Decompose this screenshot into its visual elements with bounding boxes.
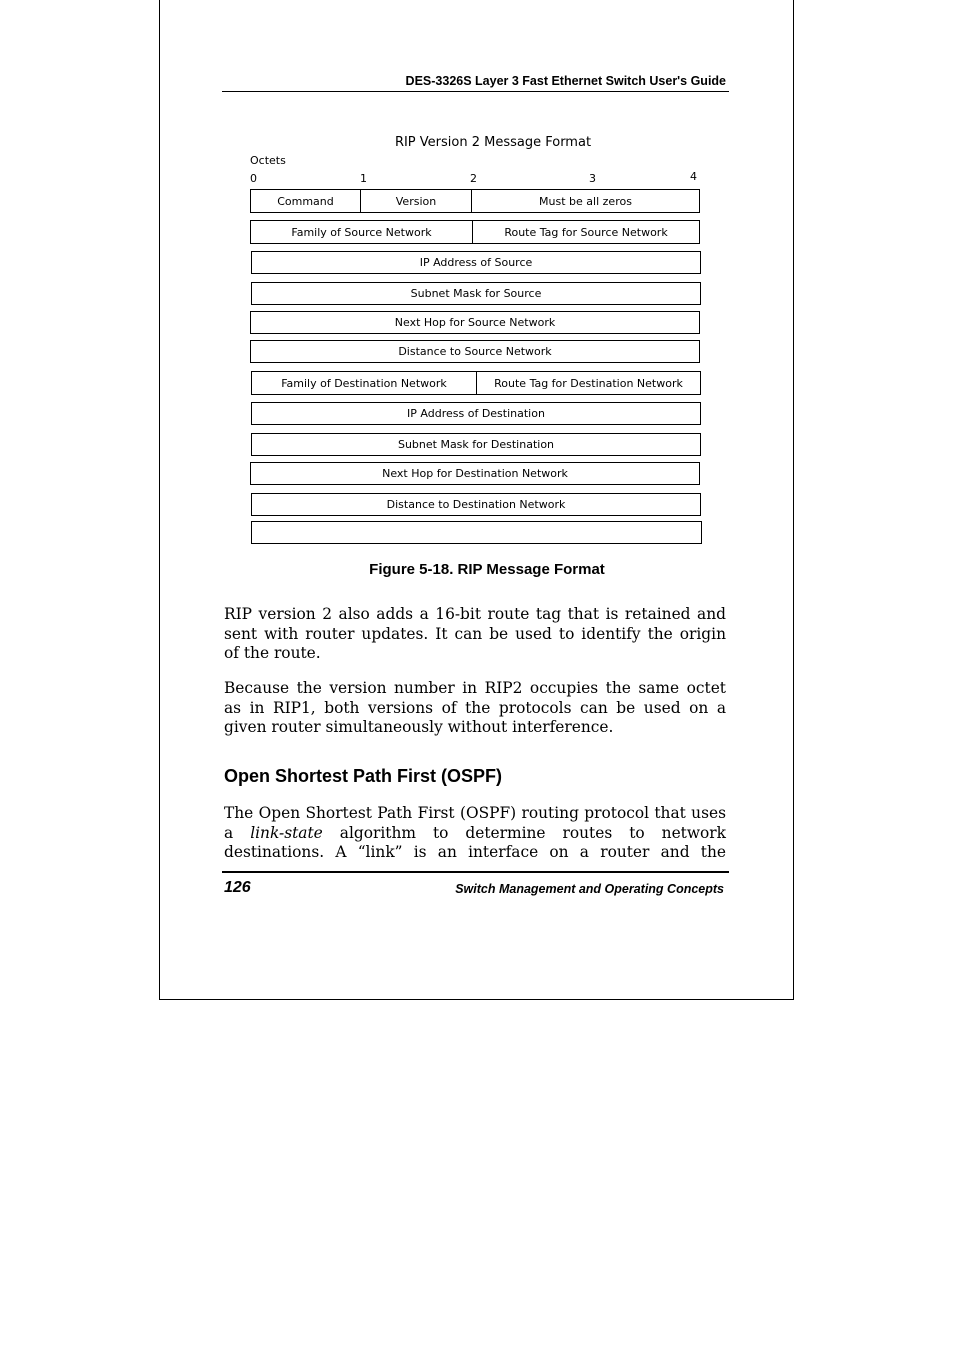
octet-number-2: 2 — [470, 172, 477, 185]
field-subnet-dest — [251, 433, 701, 456]
field-ip-source — [251, 251, 701, 274]
paragraph-version — [224, 679, 726, 738]
field-label: IP Address of Source — [419, 256, 533, 269]
text-line: given router simultaneously without interference. — [224, 718, 614, 737]
zeros-field: Must be all zeros — [471, 190, 699, 212]
octets-label: Octets — [250, 154, 286, 167]
field-row-command — [250, 189, 700, 213]
text-fragment: algorithm to determine routes to network — [339, 823, 726, 842]
text-fragment: a — [224, 823, 234, 842]
source-route-tag-field: Route Tag for Source Network — [472, 221, 699, 243]
text-line: The Open Shortest Path First (OSPF) routing protocol that uses — [224, 804, 726, 822]
figure-title: RIP Version 2 Message Format — [394, 135, 592, 150]
version-field: Version — [360, 190, 471, 212]
text-line: sent with router updates. It can be used to identify the origin — [224, 624, 726, 643]
dest-family-field: Family of Destination Network — [281, 376, 447, 390]
header-rule — [222, 91, 729, 92]
emphasis-term: link-state — [250, 823, 323, 842]
field-distance-source — [250, 340, 700, 363]
field-subnet-source — [251, 282, 701, 305]
source-family-field: Family of Source Network — [291, 225, 432, 239]
field-row-source-family — [250, 220, 700, 244]
text-line — [224, 824, 726, 844]
field-empty — [251, 521, 702, 544]
figure-caption: Figure 5-18. RIP Message Format — [369, 561, 605, 578]
field-label: Subnet Mask for Source — [410, 287, 542, 300]
field-label: IP Address of Destination — [407, 407, 545, 420]
text-line: as in RIP1, both versions of the protocols can be used on a — [224, 698, 726, 717]
field-distance-dest — [251, 493, 701, 516]
octet-number-4: 4 — [690, 170, 697, 183]
paragraph-ospf — [224, 804, 726, 863]
field-label: Distance to Source Network — [398, 345, 552, 358]
text-line: Because the version number in RIP2 occupies the same octet — [224, 679, 726, 697]
running-footer: Switch Management and Operating Concepts — [455, 882, 724, 896]
paragraph-route-tag — [224, 605, 726, 664]
octet-number-1: 1 — [360, 172, 367, 185]
field-label: Next Hop for Destination Network — [382, 467, 568, 480]
running-header: DES-3326S Layer 3 Fast Ethernet Switch User's Guide — [405, 74, 726, 88]
page-number: 126 — [224, 879, 251, 896]
text-line: of the route. — [224, 644, 321, 663]
footer-rule — [222, 871, 729, 873]
text-line: RIP version 2 also adds a 16-bit route tag that is retained and — [224, 605, 726, 623]
field-label: Distance to Destination Network — [386, 498, 566, 511]
field-row-dest-family — [251, 371, 701, 395]
octet-number-3: 3 — [589, 172, 596, 185]
field-nexthop-dest — [250, 462, 700, 485]
field-ip-dest — [251, 402, 701, 425]
field-nexthop-source — [250, 311, 700, 334]
command-field: Command — [277, 194, 334, 208]
octet-number-0: 0 — [250, 172, 257, 185]
field-label: Subnet Mask for Destination — [397, 438, 555, 451]
text-line: destinations. A “link” is an interface on a router and the — [224, 843, 726, 862]
field-label: Next Hop for Source Network — [394, 316, 556, 329]
dest-route-tag-field: Route Tag for Destination Network — [476, 372, 700, 394]
section-heading: Open Shortest Path First (OSPF) — [224, 766, 503, 786]
